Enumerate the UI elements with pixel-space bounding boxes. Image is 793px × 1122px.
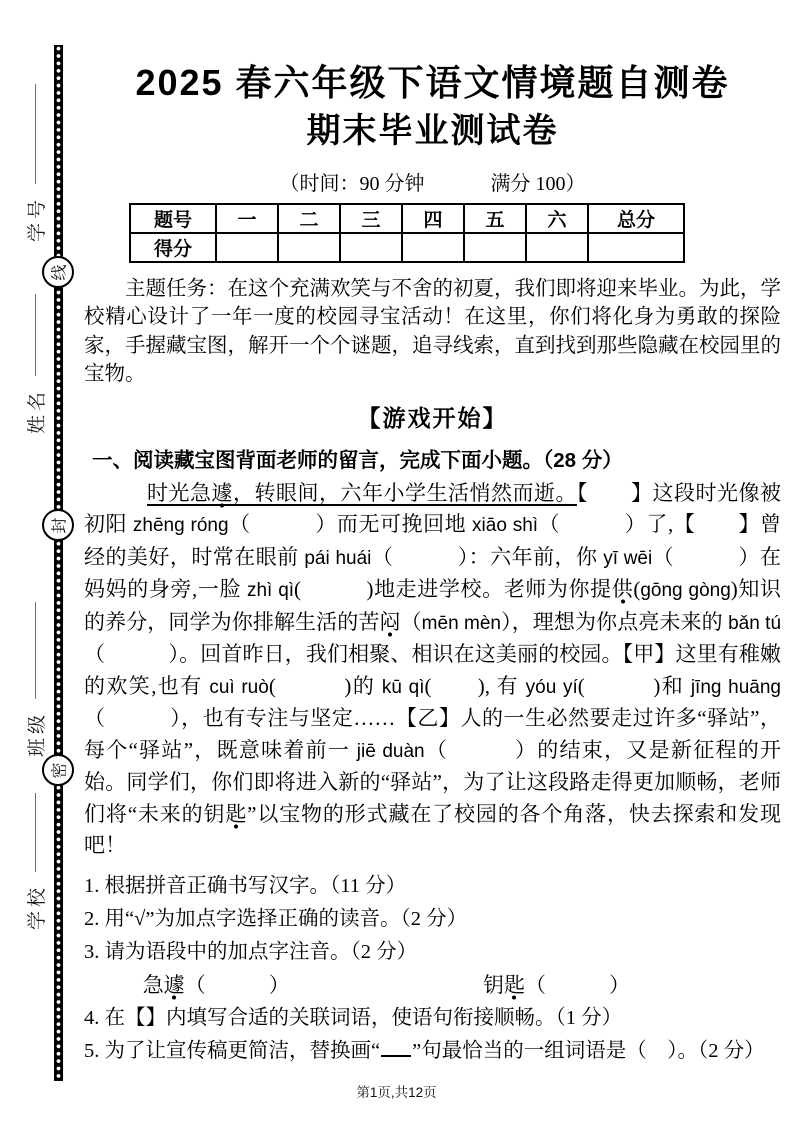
text-segment: 供 bbox=[612, 577, 634, 604]
text-segment: 【 】这段时光像被初阳 bbox=[84, 480, 781, 537]
text-segment: 匙 bbox=[504, 973, 525, 1000]
seal-blank-line bbox=[35, 294, 36, 376]
text-segment: mēn mèn bbox=[421, 612, 501, 634]
seal-circle-char: 线 bbox=[51, 263, 69, 281]
text-segment: （ ）。回首昨日，我们相聚、相识在这美丽的校园。【甲】这里有稚嫩的欢笑,也有 bbox=[84, 642, 781, 698]
game-start-heading: 【游戏开始】 bbox=[357, 404, 508, 431]
text-segment: ( ), 有 bbox=[424, 673, 526, 698]
text-segment: （ ）在妈妈的身旁,一脸 bbox=[84, 544, 782, 602]
score-table-header-cell: 六 bbox=[526, 204, 588, 233]
score-table-header-cell: 二 bbox=[278, 204, 340, 233]
text-segment: 遽 bbox=[212, 481, 234, 508]
score-table-score-cell bbox=[340, 233, 402, 262]
text-segment: 1. 根据拼音正确书写汉字。（11 分） bbox=[84, 874, 407, 897]
text-segment: bǎn tú bbox=[728, 612, 782, 634]
text-segment: 5. 为了让宣传稿更简洁，替换画“ bbox=[84, 1039, 381, 1062]
score-table-header-cell: 总分 bbox=[588, 204, 684, 233]
section-one-heading: 一、阅读藏宝图背面老师的留言，完成下面小题。（28 分） bbox=[92, 448, 623, 472]
text-segment: 2. 用“√”为加点字选择正确的读音。（2 分） bbox=[84, 907, 468, 930]
seal-field-student-id bbox=[22, 84, 48, 242]
seal-field-label: 学校 bbox=[26, 883, 48, 930]
text-segment: zhì qì bbox=[246, 580, 295, 602]
seal-circle-char: 封 bbox=[51, 516, 69, 534]
exam-content bbox=[84, 64, 781, 1068]
seal-circle-mi bbox=[42, 754, 74, 786]
question-line bbox=[84, 1035, 781, 1068]
score-table-score-cell bbox=[526, 233, 588, 262]
text-segment: （ ）了,【 】曾经的美好，时常在眼前 bbox=[84, 512, 782, 569]
seal-blank-line bbox=[35, 793, 36, 872]
page-title-line1: 2025 春六年级下语文情境题自测卷 bbox=[135, 62, 730, 103]
text-segment: ( bbox=[633, 577, 641, 602]
text-segment: ( )地走进学校。老师为你提 bbox=[294, 577, 612, 602]
page-footer: 第1页,共12页 bbox=[356, 1085, 437, 1100]
exam-info bbox=[84, 167, 781, 196]
text-segment: )知识的养分，同学为你排解生活的苦 bbox=[84, 577, 781, 634]
score-table-score-cell bbox=[216, 233, 278, 262]
question-line bbox=[84, 1002, 781, 1035]
text-segment: （ ）而无可挽回地 bbox=[228, 512, 473, 537]
score-table-header-cell: 三 bbox=[340, 204, 402, 233]
text-segment: 遽 bbox=[164, 973, 185, 1000]
question-line bbox=[84, 936, 781, 969]
question-line bbox=[84, 903, 781, 936]
seal-field-label: 姓名 bbox=[26, 387, 48, 434]
score-table bbox=[129, 203, 685, 263]
seal-field-label: 班级 bbox=[26, 710, 48, 757]
exam-info-score: 满分 100） bbox=[490, 172, 586, 195]
text-segment: （ ） bbox=[524, 972, 630, 997]
text-segment: ( )的 bbox=[268, 673, 382, 698]
text-segment: xiāo shì bbox=[472, 515, 539, 537]
text-segment: ，转眼间，六年小学生活悄然而逝。 bbox=[233, 480, 577, 505]
question-list bbox=[84, 870, 781, 1068]
text-segment: jiē duàn bbox=[356, 740, 425, 762]
seal-dotted-line bbox=[54, 45, 63, 1081]
question-line bbox=[84, 870, 781, 903]
page-title-line2: 期末毕业测试卷 bbox=[306, 111, 559, 150]
text-segment: 闷 bbox=[379, 610, 400, 637]
text-segment: ”以宝物的形式藏在了校园的各个角落，快去探索和发现吧！ bbox=[84, 801, 781, 858]
text-segment: ( )和 bbox=[577, 673, 691, 698]
text-segment: ”句最恰当的一组词语是（ ）。（2 分） bbox=[412, 1039, 765, 1062]
seal-field-name bbox=[22, 294, 48, 434]
score-table-header-cell: 五 bbox=[464, 204, 526, 233]
text-segment: jīng huāng bbox=[690, 676, 781, 698]
seal-field-label: 学号 bbox=[26, 195, 48, 242]
seal-circle-feng bbox=[42, 509, 74, 541]
seal-field-class bbox=[22, 602, 48, 757]
question3-subline bbox=[84, 969, 781, 1002]
text-segment: （ ），也有专注与坚定……【乙】人的一生必然要走过许多“驿站”，每个“驿站”，既意味着前一 bbox=[84, 706, 781, 762]
intro-paragraph: 主题任务：在这个充满欢笑与不舍的初夏，我们即将迎来毕业。为此，学校精心设计了一年一度的校园寻宝活动！在这里，你们将化身为勇敢的探险家，手握藏宝图，解开一个个谜题，追寻线索，直到找到那些隐藏在校园里的宝物。 bbox=[84, 277, 781, 386]
question3-subline-item bbox=[483, 969, 630, 1002]
inline-blank-line bbox=[381, 1043, 411, 1057]
text-segment: yóu yí bbox=[525, 676, 578, 698]
text-segment: cuì ruò bbox=[209, 676, 269, 698]
score-table-score-cell bbox=[588, 233, 684, 262]
text-segment: 3. 请为语段中的加点字注音。（2 分） bbox=[84, 940, 418, 963]
text-segment: yī wēi bbox=[603, 547, 653, 569]
score-table-header-cell: 题号 bbox=[130, 204, 216, 233]
score-table-header-cell: 一 bbox=[216, 204, 278, 233]
text-segment: 急 bbox=[142, 972, 164, 997]
seal-blank-line bbox=[35, 84, 36, 184]
exam-info-time: （时间：90 分钟 bbox=[279, 172, 425, 195]
text-segment: pái huái bbox=[304, 547, 372, 569]
score-table-header-cell: 四 bbox=[402, 204, 464, 233]
text-segment: （ ） bbox=[184, 972, 290, 997]
score-table-score-cell bbox=[278, 233, 340, 262]
text-segment: 钥 bbox=[482, 972, 504, 997]
score-table-score-cell: 得分 bbox=[130, 233, 216, 262]
score-table-header-row bbox=[130, 204, 684, 233]
text-segment: （ ）的结束，又是新征程的开始。同学们，你们即将进入新的“驿站”，为了让这段路走得更加顺畅，老师们将“未来的钥 bbox=[84, 737, 782, 826]
text-segment: zhēng róng bbox=[132, 515, 229, 537]
seal-circle-char: 密 bbox=[51, 761, 69, 779]
passage bbox=[84, 478, 781, 862]
text-segment: 时光急 bbox=[147, 480, 212, 505]
text-segment: 匙 bbox=[225, 802, 247, 829]
text-segment: （ ）：六年前，你 bbox=[371, 544, 604, 569]
score-table-score-cell bbox=[402, 233, 464, 262]
seal-circle-xian bbox=[42, 256, 74, 288]
seal-field-school bbox=[22, 793, 48, 930]
seal-blank-line bbox=[35, 602, 36, 699]
text-segment: （ bbox=[400, 609, 422, 634]
text-segment: 4. 在【】内填写合适的关联词语，使语句衔接顺畅。（1 分） bbox=[84, 1006, 623, 1029]
text-segment: kū qì bbox=[381, 676, 425, 698]
score-table-score-cell bbox=[464, 233, 526, 262]
text-segment: ），理想为你点亮未来的 bbox=[500, 609, 729, 634]
text-segment: gōng gòng bbox=[640, 580, 731, 602]
score-table-score-row bbox=[130, 233, 684, 262]
question3-subline-item bbox=[143, 969, 290, 1002]
